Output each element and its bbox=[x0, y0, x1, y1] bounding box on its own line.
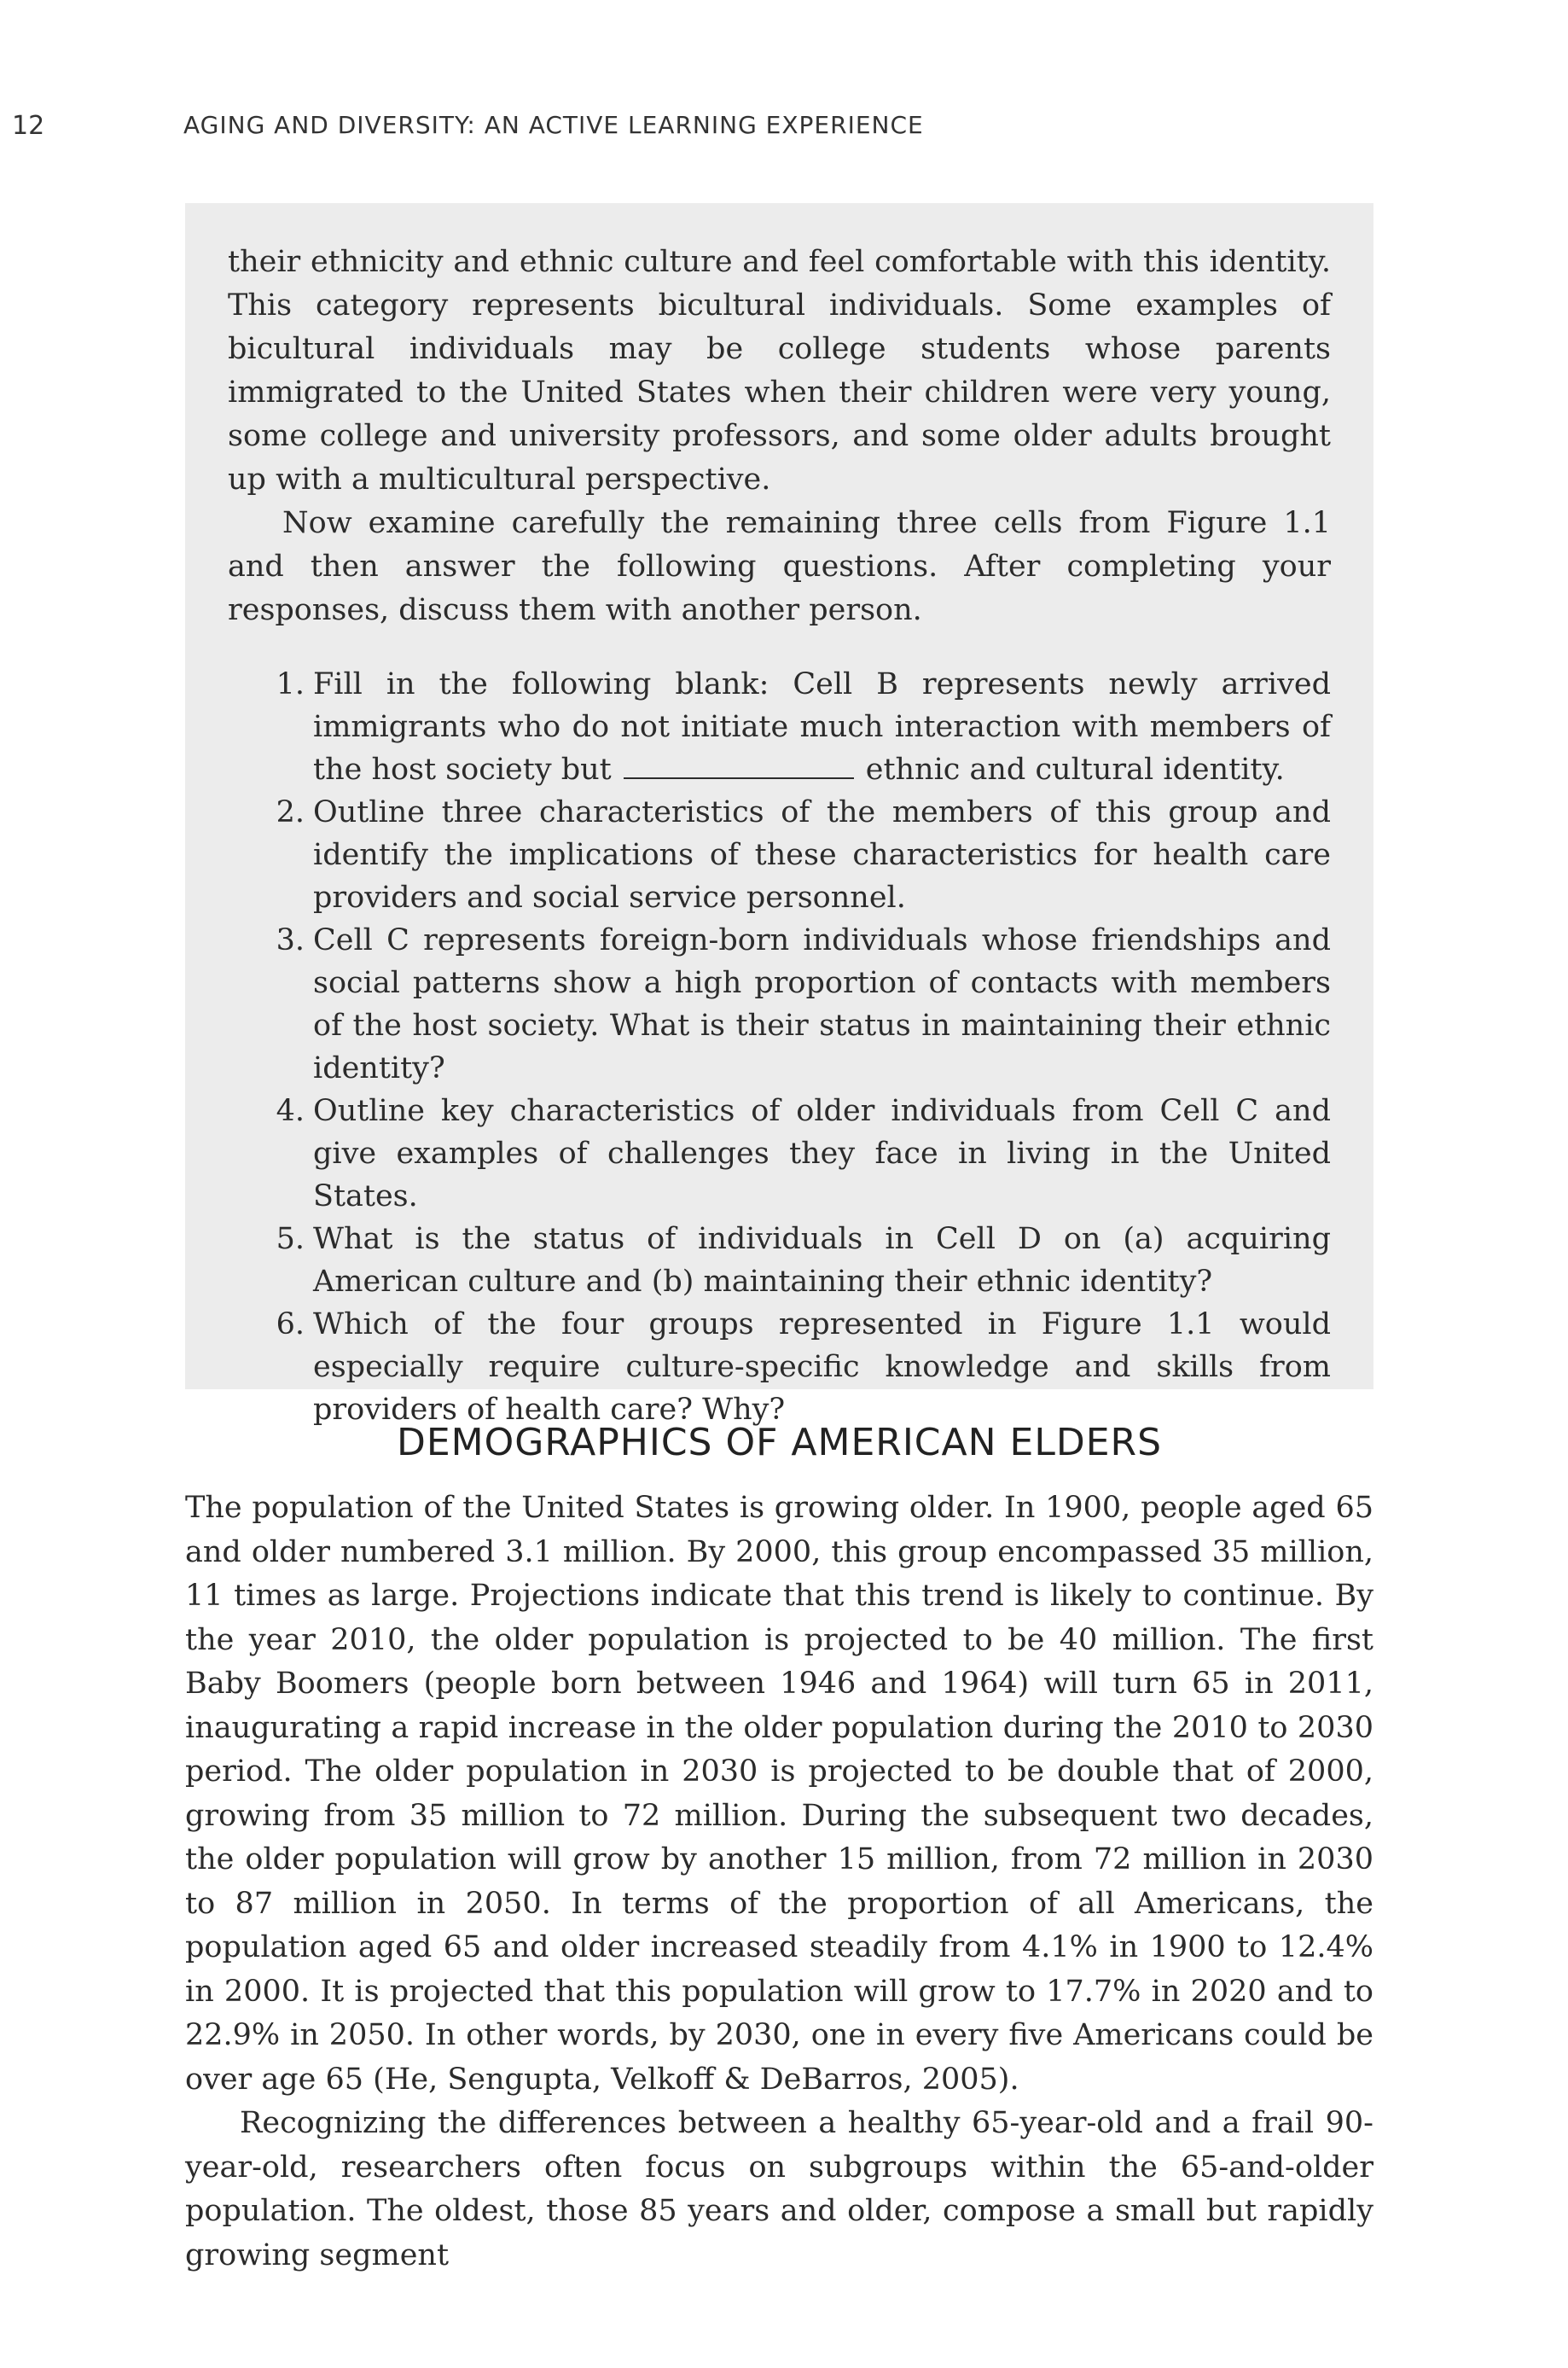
question-item bbox=[276, 791, 1331, 919]
fill-in-blank bbox=[624, 748, 854, 779]
question-number: 3. bbox=[276, 923, 305, 957]
body-paragraph: Recognizing the differences between a healthy 65-year-old and a frail 90-year-old, researchers often focus on subgroups within the 65-and-older population. The oldest, those 85 years and older, compose a small but rapidly growing segment bbox=[185, 2106, 1373, 2272]
question-item bbox=[276, 1218, 1331, 1303]
question-list bbox=[228, 663, 1331, 1431]
question-text: Fill in the following blank: Cell B represents newly arrived immigrants who do not initiate much interaction with members of the host society but bbox=[313, 667, 1331, 787]
exercise-instructions: Now examine carefully the remaining three cells from Figure 1.1 and then answer the following questions. After completing your responses, discuss them with another person. bbox=[228, 506, 1331, 627]
question-number: 4. bbox=[276, 1094, 305, 1128]
question-text: Outline three characteristics of the members of this group and identify the implications of these characteristics for health care providers and social service personnel. bbox=[313, 795, 1331, 915]
question-number: 6. bbox=[276, 1307, 305, 1341]
question-item bbox=[276, 1303, 1331, 1431]
question-number: 1. bbox=[276, 667, 305, 701]
question-text: Which of the four groups represented in Figure 1.1 would especially require culture-specific knowledge and skills from providers of health care? Why? bbox=[313, 1307, 1331, 1427]
question-item bbox=[276, 1090, 1331, 1218]
question-number: 5. bbox=[276, 1222, 305, 1256]
question-text: Cell C represents foreign-born individuals whose friendships and social patterns show a high proportion of contacts with members of the host society. What is their status in maintaining their ethnic identity? bbox=[313, 923, 1331, 1085]
page-header bbox=[0, 111, 1568, 154]
question-text: Outline key characteristics of older individuals from Cell C and give examples of challenges they face in living in the United States. bbox=[313, 1094, 1331, 1213]
exercise-box bbox=[185, 203, 1373, 1427]
body-paragraph: The population of the United States is growing older. In 1900, people aged 65 and older numbered 3.1 million. By 2000, this group encompassed 35 million, 11 times as large. Projections indicate that this trend is likely to continue. By the year 2010, the older population is projected to be 40 million. The first Baby Boomers (people born between 1946 and 1964) will turn 65 in 2011, inaugurating a rapid increase in the older population during the 2010 to 2030 period. The older population in 2030 is projected to be double that of 2000, growing from 35 million to 72 million. During the subsequent two decades, the older population will grow by another 15 million, from 72 million in 2030 to 87 million in 2050. In terms of the proportion of all Americans, the population aged 65 and older increased steadily from 4.1% in 1900 to 12.4% in 2000. It is projected that this population will grow to 17.7% in 2020 and to 22.9% in 2050. In other words, by 2030, one in every five Americans could be over age 65 (He, Sengupta, Velkoff & DeBarros, 2005). bbox=[185, 1491, 1373, 2097]
section-body bbox=[185, 1487, 1373, 2278]
question-number: 2. bbox=[276, 795, 305, 829]
exercise-paragraph: their ethnicity and ethnic culture and feel comfortable with this identity. This category represents bicultural individuals. Some examples of bicultural individuals may be college students whose parents immigrated to the United States when their children were very young, some college and university professors, and some older adults brought up with a multicultural perspective. bbox=[228, 245, 1331, 497]
question-text: What is the status of individuals in Cell D on (a) acquiring American culture and (b) maintaining their ethnic identity? bbox=[313, 1222, 1331, 1299]
question-item bbox=[276, 919, 1331, 1090]
question-text-after: ethnic and cultural identity. bbox=[865, 753, 1285, 787]
section-heading: DEMOGRAPHICS OF AMERICAN ELDERS bbox=[396, 1421, 1163, 1464]
question-item bbox=[276, 663, 1331, 791]
running-head: AGING AND DIVERSITY: AN ACTIVE LEARNING EXPERIENCE bbox=[183, 111, 924, 139]
page-number: 12 bbox=[12, 111, 45, 141]
